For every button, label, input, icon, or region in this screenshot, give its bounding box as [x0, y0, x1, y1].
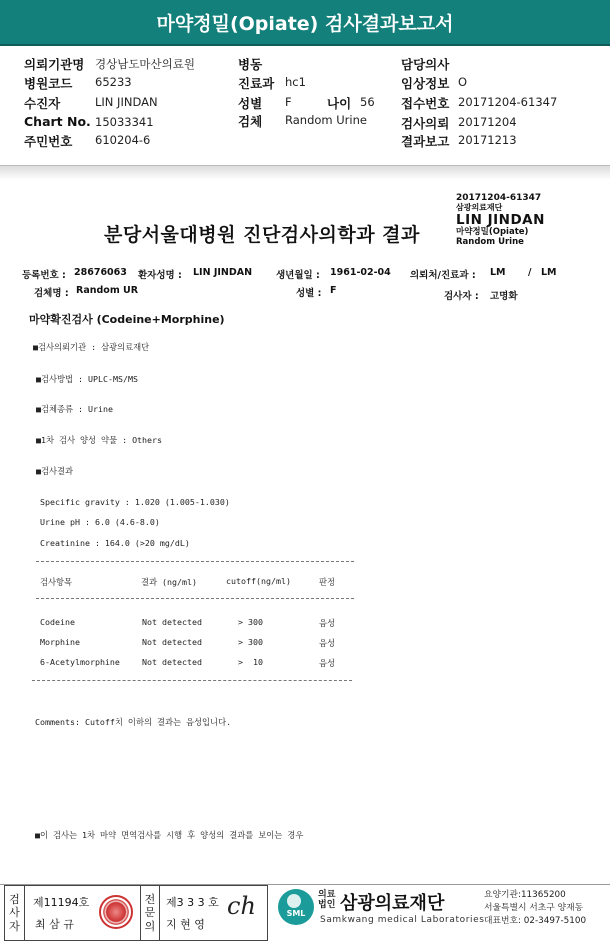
signature-box: [4, 885, 268, 941]
table-header: cutoff(ng/ml): [226, 576, 291, 586]
org-name: 삼광의료재단: [340, 893, 445, 914]
report-title: 마약정밀(Opiate) 검사결과보고서: [0, 0, 610, 46]
sticker-specimen: Random Urine: [456, 236, 524, 247]
referral-value-2: LM: [541, 267, 557, 278]
referral-label: 의뢰처/진료과 :: [410, 270, 476, 281]
line-method: ■검사방법 : UPLC-MS/MS: [36, 374, 138, 384]
vert-char: 문: [144, 906, 156, 920]
table-header: 판정: [319, 577, 336, 587]
footer: [0, 884, 610, 949]
org-prefix: [318, 890, 335, 911]
line-specimen: ■검체종류 : Urine: [36, 404, 114, 414]
lab-report-scan: [0, 166, 610, 884]
referral-sep: /: [528, 267, 532, 278]
care-institution-no: 요양기관:11365200: [484, 890, 566, 900]
org-prefix-2: 법인: [318, 900, 336, 911]
collector-label: 수진자: [24, 96, 61, 111]
line-result: ■검사결과: [36, 466, 74, 476]
receipt-no-value: 20171204-61347: [458, 95, 558, 109]
resident-no-value: 610204-6: [95, 133, 151, 147]
vert-char: 검: [9, 893, 20, 907]
divider: [36, 598, 354, 599]
hospital-code-value: 65233: [95, 75, 132, 89]
chart-no-value: 15033341: [95, 115, 154, 129]
line-cr: Creatinine : 164.0 (>20 mg/dL): [40, 538, 190, 548]
referral-value-1: LM: [490, 267, 506, 278]
institution-label: 의뢰기관명: [24, 57, 85, 72]
line-sg: Specific gravity : 1.020 (1.005-1.030): [40, 497, 230, 507]
comments: Comments: Cutoff치 이하의 결과는 음성입니다.: [35, 717, 232, 727]
sml-logo-icon: SML: [278, 889, 314, 925]
table-cell: Morphine: [40, 637, 80, 647]
section-title: 마약확진검사 (Codeine+Morphine): [29, 313, 225, 326]
spec-value: Random UR: [76, 285, 139, 296]
examiner-name: 최 삼 규: [35, 918, 74, 931]
spec-label: 검체명 :: [34, 288, 69, 299]
age-label: 나이: [327, 96, 352, 111]
divider: [36, 561, 354, 562]
tester-label: 검사자 :: [444, 291, 479, 302]
doctor-label: 담당의사: [401, 57, 450, 72]
examiner-license: 제11194호: [33, 896, 90, 909]
hospital-code-label: 병원코드: [24, 76, 73, 91]
org-address: 서울특별시 서초구 양재동: [484, 902, 584, 913]
handwritten-signature: ch: [227, 892, 256, 920]
sticker-name: LIN JINDAN: [456, 211, 545, 228]
vert-char: 전: [144, 893, 156, 907]
specialist-vertical-label: [140, 886, 160, 940]
specimen-value: Random Urine: [285, 113, 367, 127]
sex-value: F: [285, 95, 292, 109]
line-first-positive: ■1차 검사 양성 약물 : Others: [36, 435, 163, 445]
official-seal: [99, 895, 133, 929]
patient-name-value: LIN JINDAN: [193, 267, 253, 278]
table-cell: 음성: [319, 658, 336, 668]
sticker-institution: 삼광의료재단: [456, 203, 503, 213]
vert-char: 자: [9, 919, 20, 933]
sex-label: 성별: [238, 96, 263, 111]
table-cell: Not detected: [142, 637, 202, 647]
report-date-label: 결과보고: [401, 134, 450, 149]
table-cell: 음성: [319, 618, 336, 628]
resident-no-label: 주민번호: [24, 134, 73, 149]
reg-no-label: 등록번호 :: [22, 270, 66, 281]
org-phone: 대표번호: 02-3497-5100: [484, 915, 587, 926]
org-contact: [484, 889, 586, 927]
divider: [32, 680, 352, 681]
org-prefix-1: 의료: [318, 890, 336, 900]
specimen-label: 검체: [238, 114, 263, 129]
sticker-id: 20171204-61347: [456, 193, 542, 203]
specialist-license: 제3 3 3 호: [166, 896, 219, 909]
report-date-value: 20171213: [458, 133, 517, 147]
examiner-vertical-label: [5, 886, 25, 940]
clinical-label: 임상정보: [401, 76, 450, 91]
dept-label: 진료과: [238, 76, 275, 91]
table-cell: 음성: [319, 638, 336, 648]
table-header: 검사항목: [40, 577, 73, 587]
lab-report-heading: 분당서울대병원 진단검사의학과 결과: [104, 224, 420, 246]
line-inst: ■검사의뢰기관 : 삼광의료재단: [33, 342, 150, 352]
clinical-value: O: [458, 75, 468, 89]
vert-char: 사: [9, 906, 20, 920]
institution-value: 경상남도마산의료원: [95, 57, 195, 71]
collector-value: LIN JINDAN: [95, 95, 158, 109]
vert-char: 의: [144, 919, 156, 933]
table-cell: Not detected: [142, 617, 202, 627]
request-date-value: 20171204: [458, 115, 517, 129]
request-date-label: 검사의뢰: [401, 116, 450, 131]
scan-edge: [0, 166, 610, 180]
table-cell: 6-Acetylmorphine: [40, 657, 120, 667]
patient-info-panel: [0, 48, 610, 166]
table-cell: Not detected: [142, 657, 202, 667]
table-header: 결과 (ng/ml): [141, 577, 197, 587]
dept-value: hc1: [285, 75, 306, 89]
patient-name-label: 환자성명 :: [138, 270, 182, 281]
age-value: 56: [360, 95, 375, 109]
org-english-name: Samkwang medical Laboratories: [320, 915, 485, 925]
receipt-no-label: 접수번호: [401, 96, 450, 111]
table-cell: Codeine: [40, 617, 75, 627]
sex-label-r: 성별 :: [296, 288, 322, 299]
specimen-label-sticker: [456, 193, 545, 248]
reg-no-value: 28676063: [74, 267, 127, 278]
tester-value: 고명화: [490, 291, 518, 302]
specialist-name: 지 현 영: [166, 918, 205, 931]
sticker-test: 마약정밀(Opiate): [456, 227, 529, 238]
chart-no-label: Chart No.: [24, 114, 91, 129]
ward-label: 병동: [238, 57, 263, 72]
table-cell: > 10: [238, 657, 263, 667]
line-ph: Urine pH : 6.0 (4.6-8.0): [40, 517, 160, 527]
bottom-note: ■이 검사는 1차 마약 면역검사를 시행 후 양성의 결과를 보이는 경우: [35, 830, 304, 840]
dob-label: 생년월일 :: [276, 270, 320, 281]
dob-value: 1961-02-04: [330, 267, 391, 278]
table-cell: > 300: [238, 637, 263, 647]
table-cell: > 300: [238, 617, 263, 627]
sex-value-r: F: [330, 285, 337, 296]
